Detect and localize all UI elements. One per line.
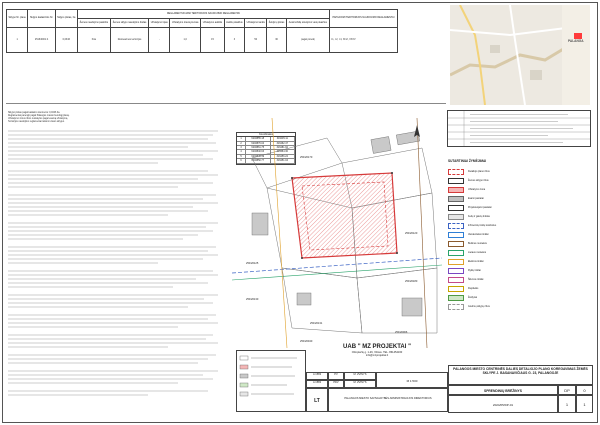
legend-label: Šilumos tinklai xyxy=(468,278,484,281)
legend-title: SUTARTINIAI ŽYMĖJIMAI xyxy=(448,159,487,163)
plot-label: 2501/0066 xyxy=(395,331,408,334)
legend-swatch xyxy=(448,223,464,229)
coords-cell: 6203855.18 xyxy=(246,137,271,140)
legend-item xyxy=(448,267,588,275)
divider xyxy=(6,103,446,104)
tb-org: PALANGOS MIESTO SAVIVALDYBĖS ADMINISTRACIJOS DIREKTORIUS xyxy=(328,388,448,412)
legend-swatch xyxy=(448,250,464,256)
legend-item xyxy=(448,240,588,248)
legend-label: Žemės sklypo ribos xyxy=(468,179,489,182)
col-plot-id: Sklypo kadastrinis Nr. xyxy=(28,10,55,28)
tb-sheets: 1 xyxy=(576,395,593,413)
plot-label: 2501/0170 xyxy=(300,156,313,159)
legend-swatch xyxy=(448,178,464,184)
tb-role-pdv: PDV xyxy=(328,380,344,388)
coords-cell: 6203876.04 xyxy=(246,142,271,145)
cell-area: 0,0346 xyxy=(55,28,77,53)
coords-cell: 6 xyxy=(237,159,246,162)
cell-special: I.1, I.2, I.4, XLVI, XXXV xyxy=(329,28,397,53)
legend-swatch xyxy=(448,241,464,247)
tb-scale: M 1:500 xyxy=(376,372,448,388)
coords-cell: 3 xyxy=(237,146,246,149)
tb-sheet: 1 xyxy=(558,395,576,413)
coords-cell: 2 xyxy=(237,142,246,145)
note-line: Sklypo plotas pagal kadastro duomenis: 0,0346 ha. xyxy=(8,112,61,114)
index-table xyxy=(447,110,591,147)
tb-name1: M. ŽVINYS xyxy=(344,372,376,380)
company-name: UAB " MŽ PROJEKTAI " xyxy=(343,344,411,350)
legend-item xyxy=(448,195,588,203)
cell-purpose: Kita xyxy=(77,28,110,53)
col-use: Žemės sklypo naudojimo būdas xyxy=(110,19,148,28)
col-purpose: Žemės naudojimo paskirtis xyxy=(77,19,110,28)
plot-label: 2501/0040 xyxy=(300,340,313,343)
group-main-regs: REGLAMENTUOJAMI TERITORIJOS NAUDOJIMO REGLAMENTAI xyxy=(77,10,329,19)
notes-text-lines xyxy=(8,128,223,398)
cell-use: Rekreacinės teritorijos xyxy=(110,28,148,53)
legend-swatch xyxy=(448,196,464,202)
legend-label: Buitinės nuotekos xyxy=(468,242,487,245)
legend-swatch xyxy=(448,214,464,220)
col-plot-no: Sklypo Nr. plane xyxy=(7,10,28,28)
coords-cell: 6203861.75 xyxy=(246,146,271,149)
col-green: Želdynų plotas xyxy=(267,19,286,28)
coords-cell: 6203850.77 xyxy=(246,159,271,162)
company-email: info@mzprojektai.lt xyxy=(365,354,389,358)
cell-floors: 3 xyxy=(224,28,244,53)
legend-item xyxy=(448,276,588,284)
legend-swatch xyxy=(448,295,464,301)
note-line: Reglamentai parengti pagal Palangos miesto bendrąjį planą. xyxy=(8,114,70,117)
coords-cell: 5 xyxy=(237,155,246,158)
cell-parking: pagal poreikį xyxy=(286,28,329,53)
col-floors: Aukštų skaičius xyxy=(224,19,244,28)
cell-no: 1 xyxy=(7,28,28,53)
legend-label: Želdynai xyxy=(468,296,478,299)
plot-label: 2501/0180 xyxy=(405,280,418,283)
legend-swatch xyxy=(448,205,464,211)
legend-label: Inžinerinių tinklų koridorius xyxy=(468,224,497,227)
col-density2: Užstatymo tankis xyxy=(245,19,267,28)
coords-cell: 316251.04 xyxy=(271,159,296,162)
location-map-svg xyxy=(450,5,590,105)
map-label: PALANGA xyxy=(568,39,584,43)
mini-legend-box xyxy=(236,350,306,412)
legend-item xyxy=(448,231,588,239)
plot-label: 2501/0130 xyxy=(246,298,259,301)
coords-cell: 316281.92 xyxy=(271,146,296,149)
plot-label: 2501/0125 xyxy=(246,262,259,265)
tb-country: LT xyxy=(306,388,328,412)
tb-code: A 1583 xyxy=(306,372,328,380)
col-density: Užstatymo intensyvumas xyxy=(170,19,201,28)
coords-cell: 6203840.63 xyxy=(246,150,271,153)
legend-item xyxy=(448,213,588,221)
legend-label: Užstatymo zona xyxy=(468,188,486,191)
col-parking: Automobilių stovėjimo vietų skaičius xyxy=(286,19,329,28)
legend-item xyxy=(448,222,588,230)
regulations-table xyxy=(6,9,398,53)
tb-revision: 0 xyxy=(576,385,593,395)
tb-role-pv: PV xyxy=(328,372,344,380)
tb-name2: M. ŽVINYS xyxy=(344,380,376,388)
tb-doc-no: 2024/05/DP-01 xyxy=(448,395,558,413)
coords-cell: 4 xyxy=(237,150,246,153)
legend-item xyxy=(448,186,588,194)
coords-cell: 1 xyxy=(237,137,246,140)
legend-item xyxy=(448,285,588,293)
legend-swatch xyxy=(448,259,464,265)
legend-swatch xyxy=(448,286,464,292)
legend-label: Elektros tinklai xyxy=(468,260,484,263)
coords-cell: 6203845.19 xyxy=(246,155,271,158)
col-height: Užstatymo aukštis xyxy=(201,19,224,28)
coords-cell: 316245.11 xyxy=(271,137,296,140)
legend-label: Dujotiekis xyxy=(468,287,479,290)
note-line: Užstatymo zonos ribos nustatytos pagal esamą užstatymą. xyxy=(8,117,68,120)
col-build-type: Užstatymo tipas xyxy=(149,19,170,28)
location-map xyxy=(450,5,590,105)
legend-label: Vandentiekio tinklai xyxy=(468,233,489,236)
legend-swatch xyxy=(448,232,464,238)
legend-item xyxy=(448,249,588,257)
tb-project-title: PALANGOS MIESTO CENTRINĖS DALIES DETALIOJO PLANO KOREGAVIMAS ŽEMĖS SKLYPE J. BASANAVIČIAUS G. 23, PALANGOJE xyxy=(448,365,593,385)
legend-item xyxy=(448,303,588,311)
tb-code2: A 1583 xyxy=(306,380,328,388)
cell-height: 15 xyxy=(201,28,224,53)
legend-label: Esami pastatai xyxy=(468,197,484,200)
legend-swatch xyxy=(448,268,464,274)
legend-item xyxy=(448,258,588,266)
coords-cell: 316262.47 xyxy=(271,142,296,145)
legend-swatch xyxy=(448,187,464,193)
coords-cell: 316264.30 xyxy=(271,150,296,153)
legend-label: Kelių ir gatvių tinklas xyxy=(468,215,490,218)
legend-swatch xyxy=(448,304,464,310)
legend-label: Detaliojo plano ribos xyxy=(468,170,490,173)
legend-swatch xyxy=(448,169,464,175)
legend-label: Ryšių tinklai xyxy=(468,269,481,272)
cell-green: 30 xyxy=(267,28,286,53)
table-row xyxy=(7,28,398,53)
cell-type: - xyxy=(149,28,170,53)
cell-density2: 50 xyxy=(245,28,267,53)
note-line: Teritorijos naudojimo reglamentai taikomi visam sklypui. xyxy=(8,120,65,123)
tb-drawing-name: SPRENDINIŲ BRĖŽINYS xyxy=(448,385,558,395)
legend-label: Lietaus nuotekos xyxy=(468,251,487,254)
plot-label: 2501/0131 xyxy=(310,322,323,325)
legend-label: Gretimų sklypų ribos xyxy=(468,305,490,308)
legend-item xyxy=(448,204,588,212)
group-extra-regs: PAPILDOMI TERITORIJOS NAUDOJIMO REGLAMENTAI xyxy=(329,10,397,28)
cell-density: 1,0 xyxy=(170,28,201,53)
legend-swatch xyxy=(448,277,464,283)
coords-title: Koordinatės xyxy=(237,133,295,137)
tb-stage: DP xyxy=(558,385,576,395)
legend-item xyxy=(448,294,588,302)
notes-block xyxy=(8,112,223,124)
company-address: Olimpiečių g. 1-26, Vilnius. TEL. 861454160 xyxy=(351,351,403,354)
legend-item xyxy=(448,168,588,176)
company-block xyxy=(306,343,448,371)
legend-item xyxy=(448,177,588,185)
col-area: Sklypo plotas, ha xyxy=(55,10,77,28)
legend-label: Projektuojami pastatai xyxy=(468,206,492,209)
cell-plot-id: 2516/0001:4 xyxy=(28,28,55,53)
plot-label: 2501/0120 xyxy=(405,232,418,235)
coords-cell: 316256.22 xyxy=(271,155,296,158)
